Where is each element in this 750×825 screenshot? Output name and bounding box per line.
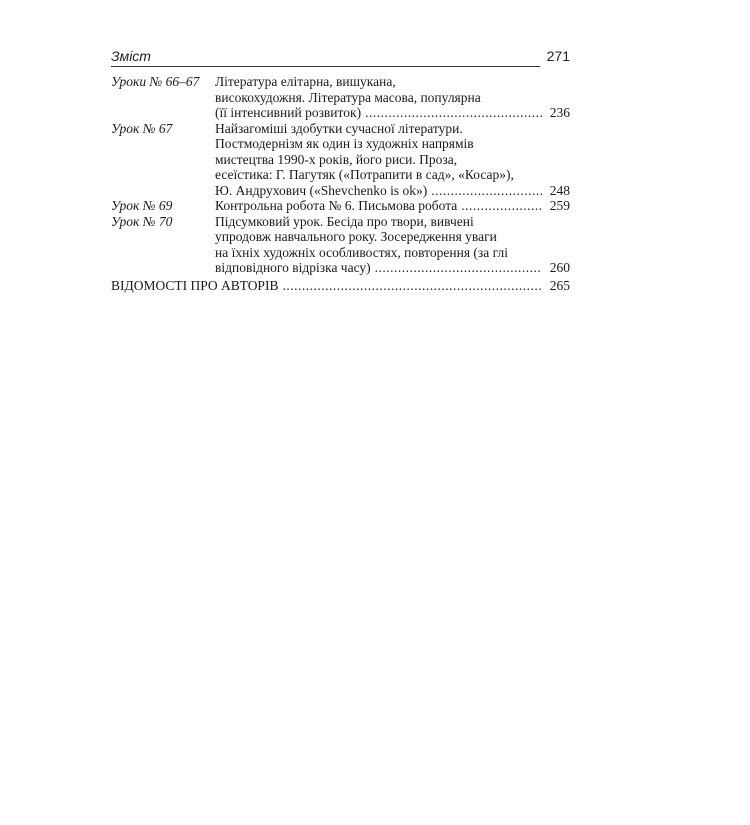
entry-line-last: (її інтенсивний розвиток) ..... 236	[215, 105, 570, 121]
toc-entry[interactable]	[111, 198, 570, 214]
entry-body	[215, 198, 570, 214]
entry-line: Постмодернізм як один із художніх напрямів	[215, 136, 474, 151]
table-of-contents	[111, 74, 570, 276]
header-rule	[111, 66, 540, 67]
entry-body	[215, 74, 570, 121]
entry-line: Найзагоміші здобутки сучасної літератури.	[215, 120, 463, 136]
entry-line-last	[111, 278, 570, 294]
toc-entry[interactable]	[111, 121, 570, 199]
toc-entry[interactable]	[111, 74, 570, 121]
entry-line: мистецтва 1990-х років, його риси. Проза,	[215, 151, 458, 167]
entry-page-number: 265	[549, 278, 570, 293]
entry-line: Підсумковий урок. Бесіда про твори, вивчені	[215, 213, 474, 229]
page-number: 271	[546, 48, 570, 64]
lesson-label: Урок № 67	[111, 120, 173, 136]
leader-dots	[365, 105, 542, 121]
lesson-label: Урок № 70	[111, 213, 173, 229]
entry-line-last: Контрольна робота № 6. Письмова робота ..... 259	[215, 198, 570, 214]
section-title: Зміст	[111, 48, 151, 64]
leader-dots	[282, 278, 542, 294]
authors-entry[interactable]	[111, 278, 570, 294]
lesson-label: Уроки № 66–67	[111, 74, 200, 89]
entry-line-last: відповідного відрізка часу) ..... 260	[215, 260, 570, 276]
leader-dots	[375, 260, 542, 276]
entry-line: есеїстика: Г. Пагутяк («Потрапити в сад», «Косар»),	[215, 167, 514, 182]
entry-page-number: 248	[549, 182, 570, 198]
entry-page-number: 259	[549, 198, 570, 213]
leader-dots	[461, 198, 542, 214]
entry-line-last: Ю. Андрухович («Shevchenko is ok») ..... 248	[215, 183, 570, 199]
entry-line: упродовж навчального року. Зосередження уваги	[215, 229, 497, 244]
page-header	[111, 46, 570, 68]
entry-body	[215, 214, 570, 276]
lesson-label: Урок № 69	[111, 198, 173, 213]
entry-line: на їхніх художніх особливостях, повторення (за глі	[215, 244, 508, 260]
entry-line: високохудожня. Література масова, популярна	[215, 89, 481, 105]
leader-dots	[431, 183, 542, 199]
toc-entry[interactable]	[111, 214, 570, 276]
entry-line: Література елітарна, вишукана,	[215, 74, 396, 89]
entry-body	[215, 121, 570, 199]
entry-page-number: 260	[549, 260, 570, 275]
authors-label: ВІДОМОСТІ ПРО АВТОРІВ	[111, 278, 279, 293]
entry-page-number: 236	[549, 105, 570, 120]
